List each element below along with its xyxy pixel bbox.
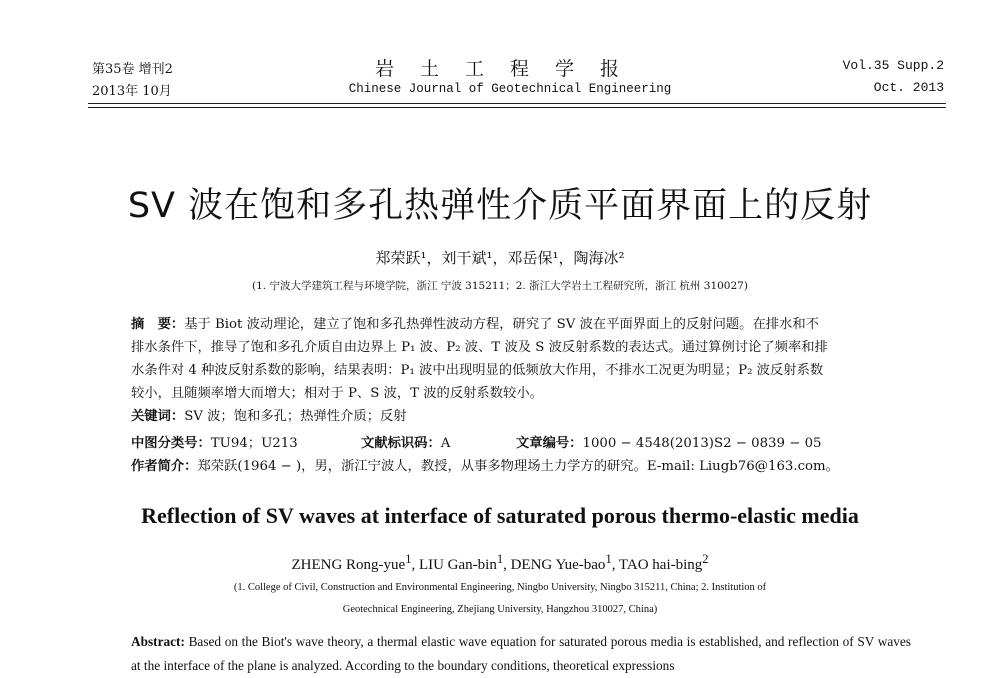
header-rule-thick [88,103,946,104]
article-number-value: 1000 − 4548(2013)S2 − 0839 − 05 [582,436,822,451]
clc-value: TU94；U213 [210,436,298,451]
keywords-cn [131,405,407,424]
volume-issue: 第35卷 增刊2 [92,62,173,77]
date-en: Oct. 2013 [873,80,944,95]
running-header [0,58,1000,103]
abstract-cn-line4: 较小，且随频率增大而增大；相对于 P、S 波，T 波的反射系数较小。 [131,386,543,401]
abstract-en-text: Based on the Biot's wave theory, a thermal elastic wave equation for saturated porous media is established, and reflection of SV waves at the interface of the plane is analyzed. According to the boundary conditions, theoretical expressions [131,634,911,673]
author-bio [131,455,839,474]
author-4: TAO hai-bing [618,557,703,573]
article-number [516,432,822,451]
affiliation-cn: (1. 宁波大学建筑工程与环境学院，浙江 宁波 315211；2. 浙江大学岩土工程研究所，浙江 杭州 310027) [252,280,748,292]
abstract-en-label: Abstract: [131,634,185,649]
doc-code-value: A [440,436,451,451]
paper-title-en: Reflection of SV waves at interface of saturated porous thermo-elastic media [141,503,859,528]
authors-en: ZHENG Rong-yue$^1$, LIU Gan-bin$^1$, DENG Yue-bao$^1$, TAO hai-bing$^2$ [291,552,709,573]
abstract-cn-line1: 摘 要：基于 Biot 波动理论，建立了饱和多孔热弹性波动方程，研究了 SV 波在平面界面上的反射问题。在排水和不 [131,317,819,332]
author-2: LIU Gan-bin [418,557,497,573]
author-bio-label: 作者简介： [131,459,198,474]
abstract-cn-line2: 排水条件下，推导了饱和多孔介质自由边界上 P₁ 波、P₂ 波、T 波及 S 波反射系数的表达式。通过算例讨论了频率和排 [131,340,828,355]
publication-date-cn: 2013年 10月 [92,84,172,99]
author-1: ZHENG Rong-yue [291,557,406,573]
doc-code [361,432,450,451]
article-number-label: 文章编号： [516,436,583,451]
journal-title-en: Chinese Journal of Geotechnical Engineering [348,82,672,96]
header-rule-thin [88,107,946,108]
affiliation-en-line1: (1. College of Civil, Construction and Environmental Engineering, Ningbo University, Ningbo 315211, China; 2. Institution of [233,582,767,593]
keywords-text: SV 波；饱和多孔；热弹性介质；反射 [184,409,407,424]
clc-label: 中图分类号： [131,436,211,451]
keywords-label: 关键词： [131,409,185,424]
classification-row [131,432,911,451]
abstract-cn-line3: 水条件对 4 种波反射系数的影响，结果表明：P₁ 波中出现明显的低频放大作用，不排水工况更为明显；P₂ 波反射系数 [131,363,824,378]
authors-cn: 郑荣跃¹，刘干斌¹，邓岳保¹，陶海冰² [375,249,625,267]
affiliation-en-line2: Geotechnical Engineering, Zhejiang University, Hangzhou 310027, China) [342,604,658,615]
paper-title-cn: SV 波在饱和多孔热弹性介质平面界面上的反射 [127,186,873,226]
abstract-en [131,630,911,678]
author-3: DENG Yue-bao [510,557,606,573]
abstract-cn [131,313,911,405]
volume-en: Vol.35 Supp.2 [842,58,944,73]
doc-code-label: 文献标识码： [361,436,441,451]
author-bio-text: 郑荣跃(1964 − )，男，浙江宁波人，教授，从事多物理场土力学方的研究。E-mail: Liugb76@163.com。 [197,459,839,474]
abstract-cn-label: 摘 要： [131,317,185,332]
journal-title-cn: 岩土工程学报 [374,58,645,80]
